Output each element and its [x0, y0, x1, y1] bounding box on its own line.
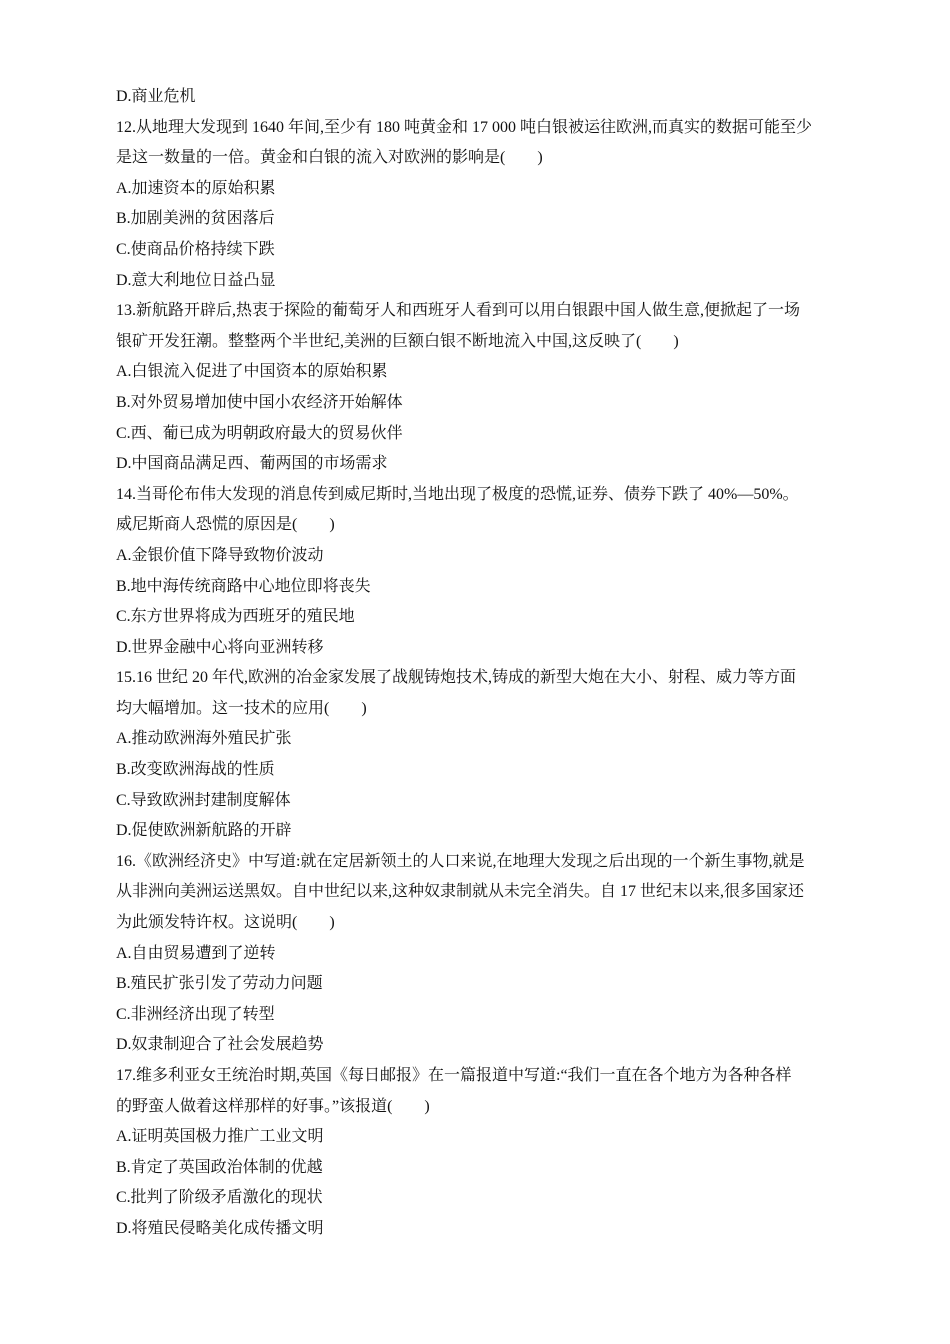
question-text-line: 银矿开发狂潮。整整两个半世纪,美洲的巨额白银不断地流入中国,这反映了( )	[116, 332, 679, 350]
answer-option	[116, 755, 832, 786]
question-stem	[116, 663, 832, 724]
option-text: D.世界金融中心将向亚洲转移	[116, 638, 324, 656]
answer-option	[116, 786, 832, 817]
question-stem	[116, 296, 832, 357]
option-text: A.加速资本的原始积累	[116, 179, 276, 197]
answer-option	[116, 572, 832, 603]
question-text-line: 17.维多利亚女王统治时期,英国《每日邮报》在一篇报道中写道:“我们一直在各个地方为各种各样	[116, 1067, 792, 1084]
option-text: B.肯定了英国政治体制的优越	[116, 1158, 323, 1176]
answer-option	[116, 969, 832, 1000]
question-text-line: 13.新航路开辟后,热衷于探险的葡萄牙人和西班牙人看到可以用白银跟中国人做生意,便掀起了一场	[116, 302, 801, 320]
answer-option	[116, 82, 832, 113]
option-text: A.证明英国极力推广工业文明	[116, 1128, 324, 1146]
question-text-line: 14.当哥伦布伟大发现的消息传到威尼斯时,当地出现了极度的恐慌,证券、债券下跌了 40%—50%。	[116, 485, 799, 503]
document-page	[116, 82, 832, 1245]
question-stem	[116, 480, 832, 541]
answer-option	[116, 1153, 832, 1184]
option-text: A.自由贸易遭到了逆转	[116, 944, 276, 962]
option-text: B.加剧美洲的贫困落后	[116, 210, 275, 228]
answer-option	[116, 724, 832, 755]
question-text-line: 16.《欧洲经济史》中写道:就在定居新领土的人口来说,在地理大发现之后出现的一个新生事物,就是	[116, 852, 805, 870]
option-text: C.使商品价格持续下跌	[116, 240, 275, 258]
option-text: C.批判了阶级矛盾激化的现状	[116, 1189, 323, 1207]
option-text: A.金银价值下降导致物价波动	[116, 546, 324, 564]
option-text: A.白银流入促进了中国资本的原始积累	[116, 363, 388, 381]
question-stem	[116, 1061, 832, 1122]
option-text: B.地中海传统商路中心地位即将丧失	[116, 577, 371, 595]
question-stem	[116, 113, 832, 174]
answer-option	[116, 235, 832, 266]
answer-option	[116, 204, 832, 235]
question-text-line: 均大幅增加。这一技术的应用( )	[116, 699, 367, 717]
answer-option	[116, 388, 832, 419]
option-text: C.非洲经济出现了转型	[116, 1005, 275, 1023]
option-text: D.商业危机	[116, 88, 196, 105]
question-stem	[116, 847, 832, 939]
answer-option	[116, 419, 832, 450]
option-text: C.西、葡已成为明朝政府最大的贸易伙伴	[116, 424, 403, 442]
option-text: D.意大利地位日益凸显	[116, 271, 276, 289]
answer-option	[116, 816, 832, 847]
answer-option	[116, 633, 832, 664]
answer-option	[116, 1214, 832, 1245]
question-text-line: 从非洲向美洲运送黑奴。自中世纪以来,这种奴隶制就从未完全消失。自 17 世纪末以来,很多国家还	[116, 883, 805, 901]
question-text-line: 为此颁发特许权。这说明( )	[116, 914, 335, 932]
answer-option	[116, 541, 832, 572]
question-text-line: 15.16 世纪 20 年代,欧洲的冶金家发展了战舰铸炮技术,铸成的新型大炮在大小、射程、威力等方面	[116, 669, 797, 687]
option-text: D.奴隶制迎合了社会发展趋势	[116, 1036, 324, 1054]
answer-option	[116, 449, 832, 480]
answer-option	[116, 1000, 832, 1031]
answer-option	[116, 1030, 832, 1061]
option-text: D.将殖民侵略美化成传播文明	[116, 1219, 324, 1237]
option-text: B.殖民扩张引发了劳动力问题	[116, 975, 323, 993]
option-text: D.促使欧洲新航路的开辟	[116, 822, 292, 840]
option-text: D.中国商品满足西、葡两国的市场需求	[116, 455, 388, 473]
option-text: C.东方世界将成为西班牙的殖民地	[116, 608, 355, 626]
answer-option	[116, 1183, 832, 1214]
option-text: B.改变欧洲海战的性质	[116, 761, 275, 779]
option-text: B.对外贸易增加使中国小农经济开始解体	[116, 393, 403, 411]
question-text-line: 12.从地理大发现到 1640 年间,至少有 180 吨黄金和 17 000 吨白银被运往欧洲,而真实的数据可能至少	[116, 118, 813, 136]
option-text: C.导致欧洲封建制度解体	[116, 791, 291, 809]
answer-option	[116, 602, 832, 633]
question-text-line: 的野蛮人做着这样那样的好事。”该报道( )	[116, 1097, 430, 1115]
option-text: A.推动欧洲海外殖民扩张	[116, 730, 292, 748]
answer-option	[116, 1122, 832, 1153]
question-text-line: 威尼斯商人恐慌的原因是( )	[116, 516, 335, 534]
answer-option	[116, 357, 832, 388]
answer-option	[116, 266, 832, 297]
question-text-line: 是这一数量的一倍。黄金和白银的流入对欧洲的影响是( )	[116, 149, 543, 167]
answer-option	[116, 174, 832, 205]
answer-option	[116, 939, 832, 970]
